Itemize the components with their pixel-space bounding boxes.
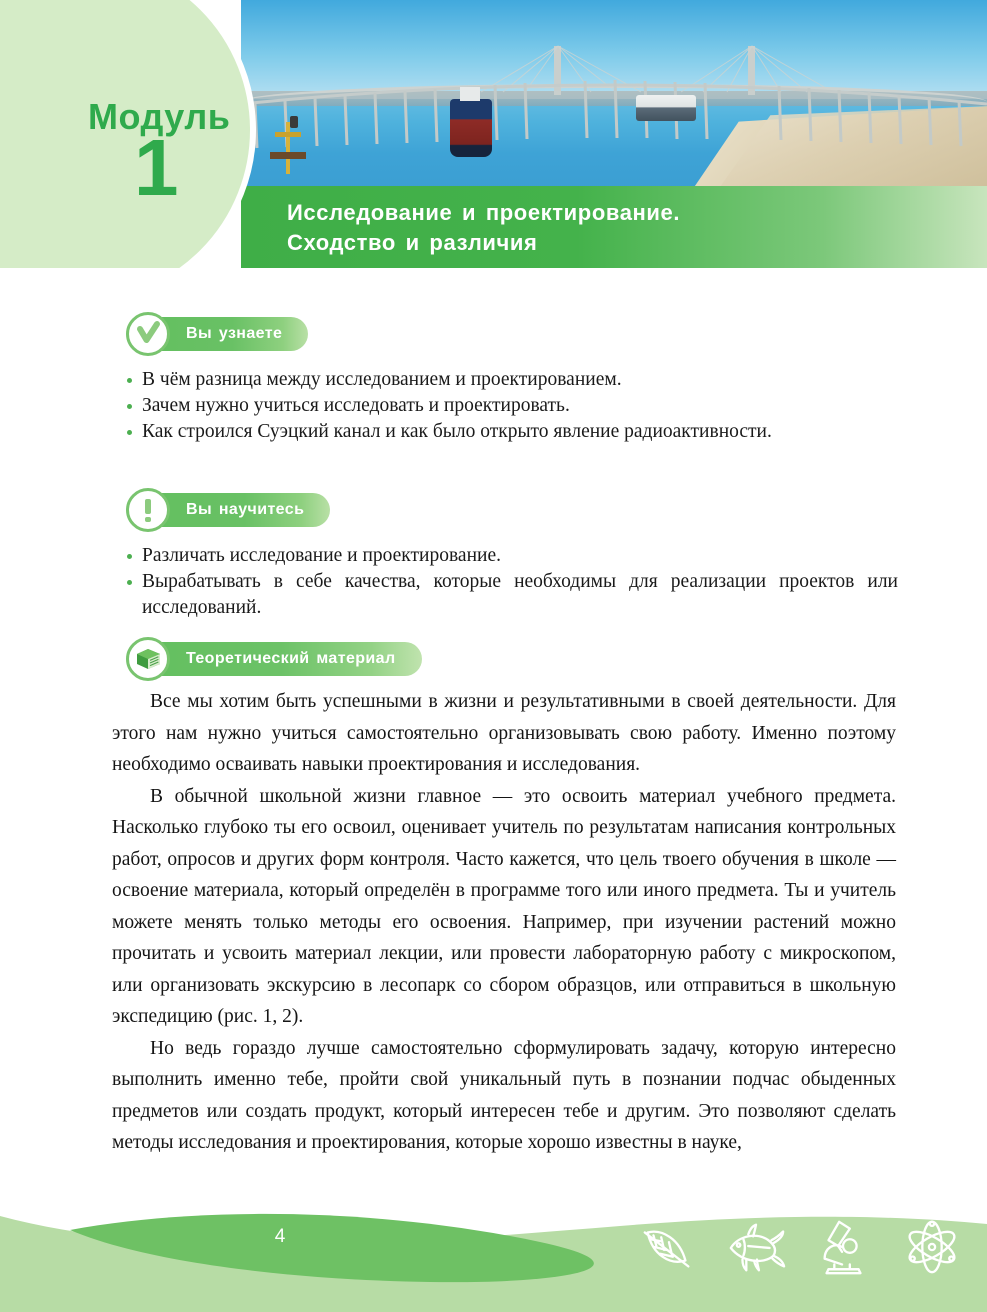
badge-theory-material: [126, 637, 422, 681]
theory-body: [112, 686, 896, 1159]
module-label: Модуль: [88, 96, 231, 137]
list-you-will-be-able: [126, 543, 898, 621]
badge-pill-theory-material: [140, 642, 422, 676]
photo-buoy-top: [290, 116, 298, 128]
photo-cargo-ship-far: [636, 95, 696, 121]
list-you-will-learn: [126, 367, 898, 445]
leaf-icon: [637, 1216, 699, 1278]
photo-bridge-cables: [241, 0, 987, 190]
badge-label-you-will-learn: Вы узнаете: [186, 325, 283, 342]
check-circle-icon: [126, 312, 170, 356]
page-footer: [0, 1190, 987, 1312]
module-title-line-2: Сходство и различия: [287, 230, 538, 255]
page-number: 4: [274, 1226, 286, 1247]
badge-you-will-learn: [126, 312, 308, 356]
list-item: Как строился Суэцкий канал и как было открыто явление радиоактивности.: [126, 419, 898, 445]
book-circle-icon: [126, 637, 170, 681]
module-title-bar: [241, 186, 987, 268]
badge-label-theory-material: Теоретический материал: [186, 650, 396, 667]
paragraph: Но ведь гораздо лучше самостоятельно сформулировать задачу, которую интересно выполнить именно тебе, пройти свой уникальный путь в познании подчас обыденных предметов или создать продукт, который интересен тебе и другим. Это позволяют сделать методы исследования и проектирования, которые хорошо известны в науке,: [112, 1037, 896, 1153]
check-icon-glyph: [133, 319, 163, 349]
paragraph: В обычной школьной жизни главное — это освоить материал учебного предмета. Насколько глубоко ты его освоил, оценивает учитель по результатам написания контрольных работ, опросов и других форм контроля. Часто кажется, что цель твоего обучения в школе — освоение материала, который определён в программе того или иного предмета. Ты и учитель можете менять только методы его освоения. Например, при изучении растений можно прочитать и усвоить материал лекции, или провести лабораторную работу с микроскопом, или организовать экскурсию в лесопарк со сбором образцов, или отправиться в школьную экспедицию (рис. 1, 2).: [112, 785, 896, 1027]
book-icon-glyph: [133, 646, 163, 672]
list-item: Вырабатывать в себе качества, которые необходимы для реализации проектов или исследований.: [126, 569, 898, 621]
atom-icon: [901, 1216, 963, 1278]
paragraph: Все мы хотим быть успешными в жизни и результативными в своей деятельности. Для этого нам нужно учиться самостоятельно организовывать свою работу. Именно поэтому необходимо осваивать навыки проектирования и исследования.: [112, 691, 896, 775]
footer-subject-icons: [637, 1216, 963, 1278]
fish-icon: [725, 1216, 787, 1278]
list-item: В чём разница между исследованием и проектированием.: [126, 367, 898, 393]
photo-navigation-buoy: [286, 122, 290, 174]
list-item: Различать исследование и проектирование.: [126, 543, 898, 569]
suez-canal-bridge-photo: [241, 0, 987, 190]
list-item: Зачем нужно учиться исследовать и проектировать.: [126, 393, 898, 419]
badge-you-will-be-able: [126, 488, 330, 532]
exclamation-circle-icon: [126, 488, 170, 532]
photo-cargo-ship-near: [450, 99, 492, 157]
page-header: [0, 0, 987, 268]
microscope-icon: [813, 1216, 875, 1278]
module-title-line-1: Исследование и проектирование.: [287, 200, 681, 225]
exclamation-icon-glyph: [135, 495, 161, 525]
badge-label-you-will-be-able: Вы научитесь: [186, 501, 305, 518]
module-number: 1: [134, 123, 179, 212]
